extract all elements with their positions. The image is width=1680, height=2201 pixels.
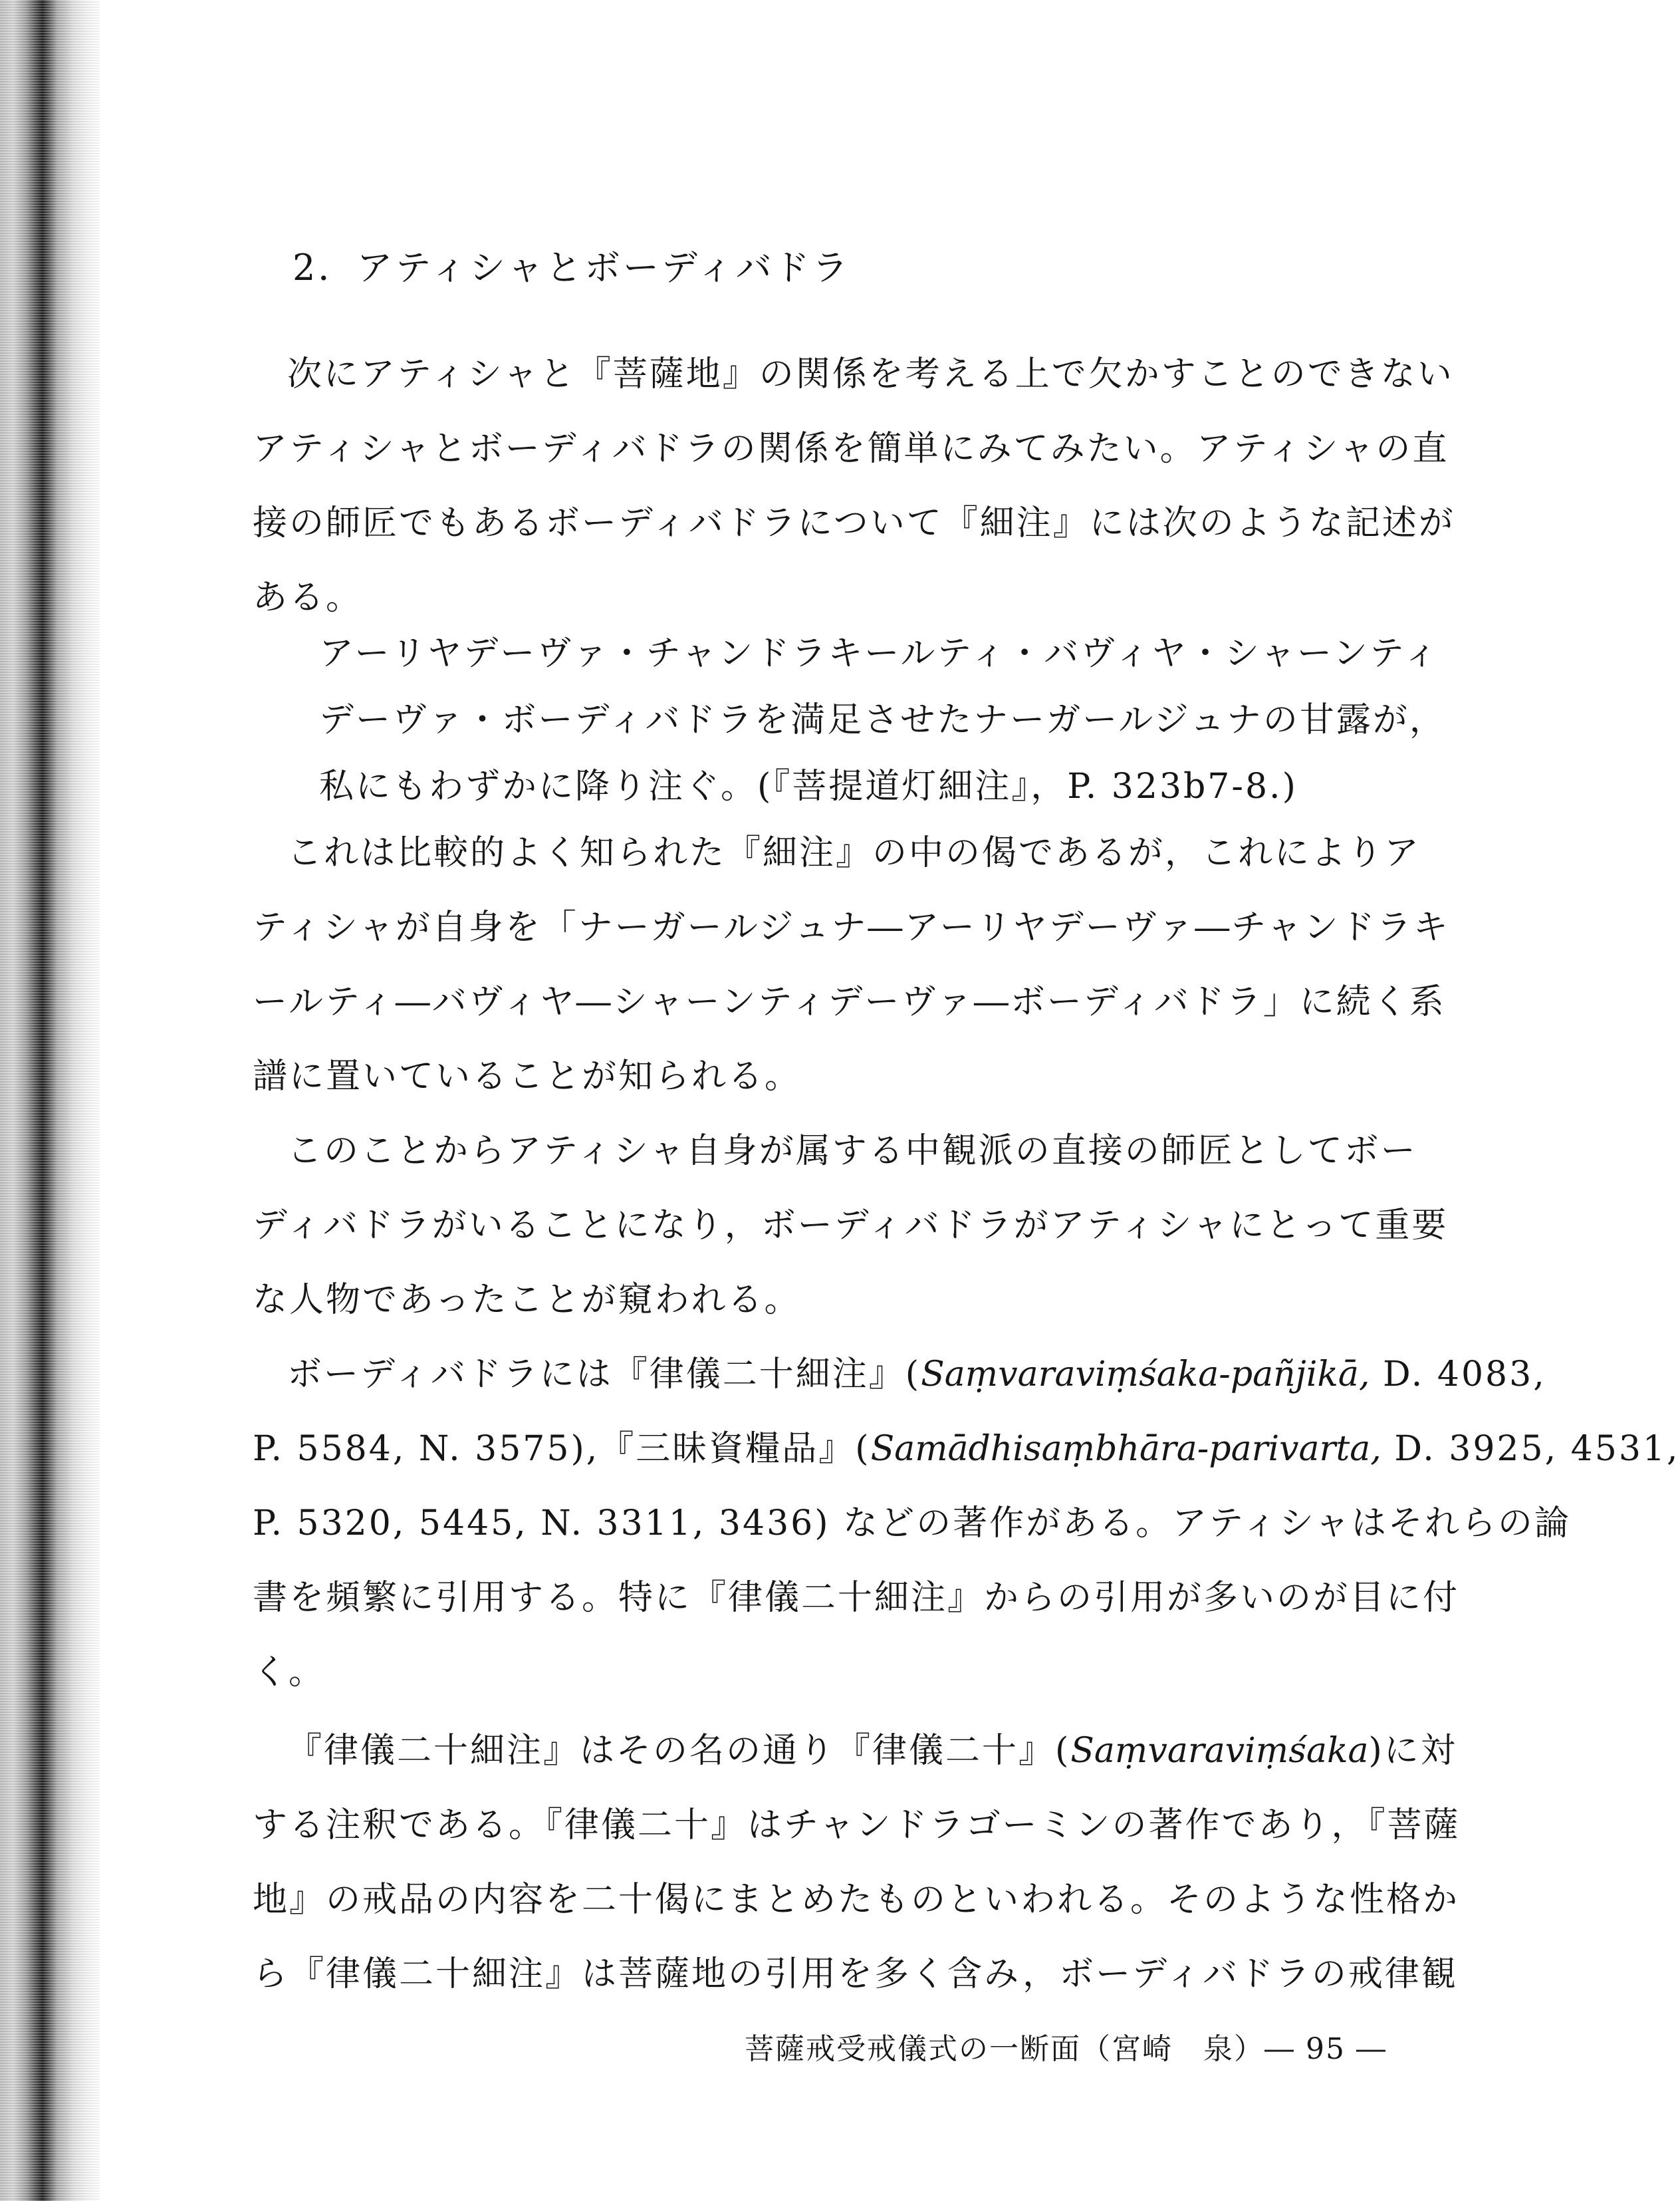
paragraph-line: 地』の戒品の内容を二十偈にまとめたものといわれる。そのような性格か — [253, 1880, 1460, 1920]
quotation-line: デーヴァ・ボーディバドラを満足させたナーガールジュナの甘露が， — [319, 700, 1446, 740]
paragraph-line: ールティ―バヴィヤ―シャーンティデーヴァ―ボーディバドラ」に続く系 — [253, 982, 1446, 1022]
paragraph-line — [253, 1420, 1680, 1470]
page-body — [253, 0, 1680, 2201]
paragraph-line: ら『律儀二十細注』は菩薩地の引用を多く含み，ボーディバドラの戒律観 — [253, 1954, 1458, 1994]
scan-binding-shadow — [0, 0, 100, 2201]
paragraph-line: 書を頻繁に引用する。特に『律儀二十細注』からの引用が多いのが目に付 — [253, 1578, 1460, 1618]
paragraph-line: な人物であったことが窺われる。 — [253, 1280, 801, 1320]
page-footer: 菩薩戒受戒儀式の一断面（宮崎 泉）― 95 ― — [745, 2032, 1387, 2066]
quotation-line: 私にもわずかに降り注ぐ。(『菩提道灯細注』，P. 323b7-8.) — [319, 767, 1298, 807]
line-text: D. 4083, — [1370, 1355, 1546, 1394]
quotation-line: アーリヤデーヴァ・チャンドラキールティ・バヴィヤ・シャーンティ — [319, 634, 1440, 674]
paragraph-line — [287, 1346, 1546, 1396]
paragraph-line: する注釈である。『律儀二十』はチャンドラゴーミンの著作であり，『菩薩 — [253, 1805, 1461, 1845]
paragraph-line: 譜に置いていることが知られる。 — [253, 1057, 802, 1097]
sanskrit-title: Saṃvaraviṃśaka-pañjikā, — [921, 1355, 1370, 1394]
sanskrit-title: Saṃvaraviṃśaka — [1070, 1731, 1369, 1771]
paragraph-line: これは比較的よく知られた『細注』の中の偈であるが，これによりア — [287, 833, 1421, 873]
paragraph-line: このことからアティシャ自身が属する中観派の直接の師匠としてボー — [287, 1131, 1417, 1171]
paragraph-line: アティシャとボーディバドラの関係を簡単にみてみたい。アティシャの直 — [253, 429, 1449, 469]
sanskrit-title: Samādhisaṃbhāra-parivarta, — [870, 1429, 1381, 1469]
paragraph-line: ある。 — [253, 578, 363, 618]
line-text: ボーディバドラには『律儀二十細注』( — [287, 1355, 921, 1394]
section-heading: 2．アティシャとボーディバドラ — [293, 247, 851, 289]
paragraph-line: ティシャが自身を「ナーガールジュナ―アーリヤデーヴァ―チャンドラキ — [253, 908, 1450, 948]
paragraph-line: ディバドラがいることになり，ボーディバドラがアティシャにとって重要 — [253, 1206, 1449, 1245]
paragraph-line: 次にアティシャと『菩薩地』の関係を考える上で欠かすことのできない — [287, 354, 1454, 394]
line-text: D. 3925, 4531, — [1381, 1429, 1680, 1469]
line-text: 『律儀二十細注』はその名の通り『律儀二十』( — [287, 1731, 1071, 1771]
line-text: )に対 — [1368, 1731, 1457, 1771]
paragraph-line: 接の師匠でもあるボーディバドラについて『細注』には次のような記述が — [253, 503, 1455, 543]
paragraph-line: P. 5320, 5445, N. 3311, 3436) などの著作がある。アティシャはそれらの論 — [253, 1503, 1571, 1543]
line-text: P. 5584, N. 3575),『三昧資糧品』( — [253, 1429, 871, 1469]
paragraph-line: く。 — [253, 1652, 325, 1692]
paragraph-line — [287, 1722, 1457, 1772]
